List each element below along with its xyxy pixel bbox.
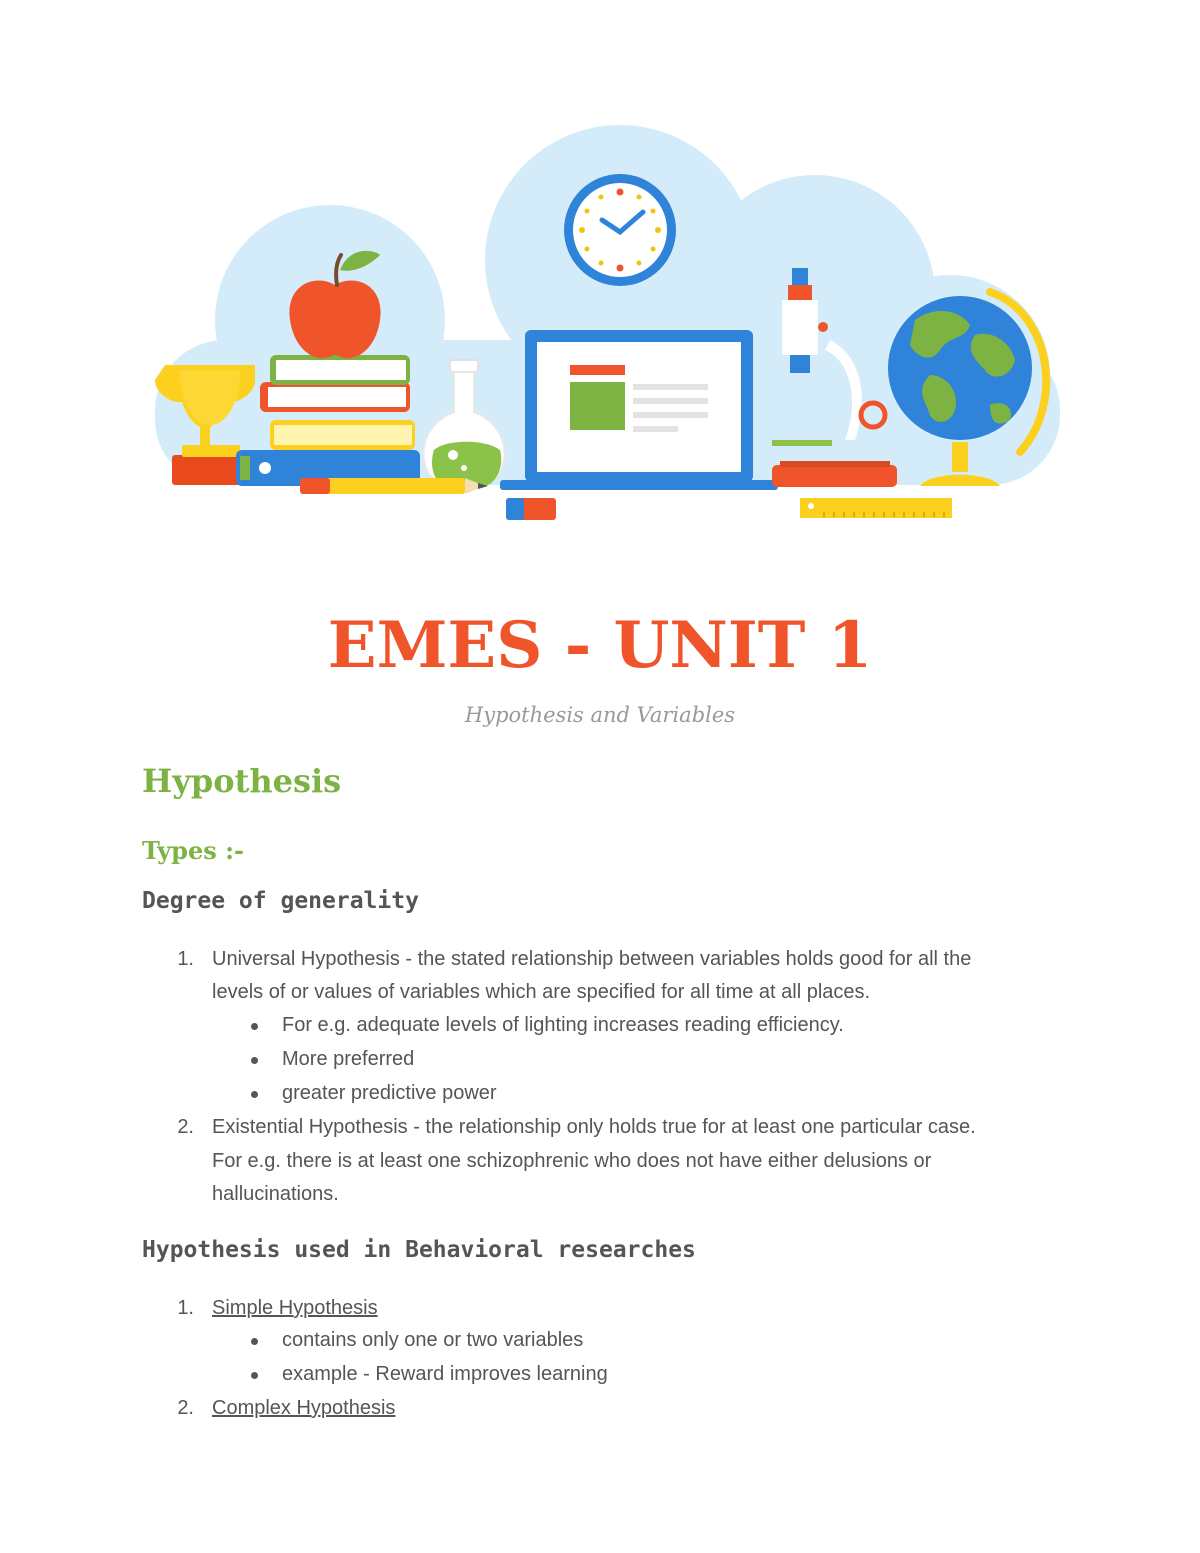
list-item-text: levels of or values of variables which are specified for all time at all places. <box>212 981 871 1003</box>
bullet-icon <box>251 1057 258 1064</box>
bullet-item: More preferred <box>282 1048 415 1070</box>
bullet-icon <box>251 1023 258 1030</box>
bullet-icon <box>251 1372 258 1379</box>
bullet-item: For e.g. adequate levels of lighting increases reading efficiency. <box>282 1014 844 1036</box>
list-number: 2. <box>177 1116 194 1138</box>
simple-hypothesis-label: Simple Hypothesis <box>212 1297 378 1319</box>
behavioral-heading: Hypothesis used in Behavioral researches <box>142 1237 696 1263</box>
list-number: 1. <box>177 948 194 970</box>
bullet-icon <box>251 1091 258 1098</box>
laptop-icon <box>500 330 778 490</box>
eraser-icon <box>506 498 556 520</box>
list-item-text: For e.g. there is at least one schizophrenic who does not have either delusions or <box>212 1150 932 1172</box>
complex-hypothesis-label: Complex Hypothesis <box>212 1397 396 1419</box>
education-illustration <box>140 120 1070 540</box>
document-subtitle: Hypothesis and Variables <box>464 703 736 727</box>
list-item-text: hallucinations. <box>212 1183 339 1205</box>
generality-heading: Degree of generality <box>142 888 419 914</box>
pencil-icon <box>300 478 488 494</box>
section-subheading: Types :- <box>142 836 244 865</box>
document-title: EMES - UNIT 1 <box>327 608 873 683</box>
list-item-text: Existential Hypothesis - the relationship only holds true for at least one particular case. <box>212 1116 976 1138</box>
bullet-item: example - Reward improves learning <box>282 1363 608 1385</box>
ruler-icon <box>800 498 952 518</box>
bullet-item: greater predictive power <box>282 1082 497 1104</box>
bullet-icon <box>251 1338 258 1345</box>
clock-icon <box>564 174 676 286</box>
list-number: 1. <box>177 1297 194 1319</box>
list-number: 2. <box>177 1397 194 1419</box>
list-item-text: Universal Hypothesis - the stated relationship between variables holds good for all the <box>212 948 972 970</box>
section-heading: Hypothesis <box>142 762 342 800</box>
bullet-item: contains only one or two variables <box>282 1329 584 1351</box>
